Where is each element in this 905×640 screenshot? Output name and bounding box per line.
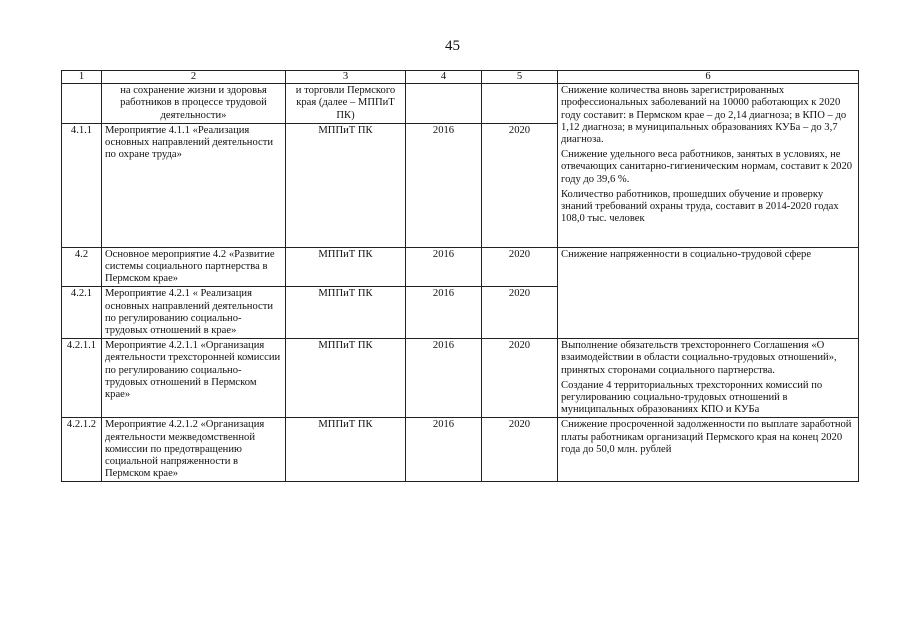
expected-result — [558, 339, 859, 418]
result-paragraph: Снижение просроченной задолженности по выплате заработной платы работникам организаций Пермского края на конец 2020 года до 50,0 млн. рублей — [561, 419, 852, 455]
measure-name: Мероприятие 4.2.1 « Реализация основных направлений деятельности по регулированию социально-трудовых отношений в крае» — [102, 287, 286, 339]
result-paragraph: Выполнение обязательств трехстороннего Соглашения «О взаимодействии в области социально-трудовых отношений», принятых сторонами социального партнерства. — [561, 340, 837, 376]
end-year: 2020 — [482, 339, 558, 418]
executor: МППиТ ПК — [286, 287, 406, 339]
table-row — [62, 84, 859, 124]
table-row — [62, 339, 859, 418]
measures-table — [61, 70, 859, 482]
start-year: 2016 — [406, 247, 482, 287]
row-number: 4.2 — [62, 247, 102, 287]
start-year: 2016 — [406, 287, 482, 339]
executor: МППиТ ПК — [286, 247, 406, 287]
expected-result — [558, 418, 859, 482]
row-number — [62, 84, 102, 124]
table-header-row — [62, 71, 859, 84]
column-header-6: 6 — [558, 71, 859, 84]
column-header-5: 5 — [482, 71, 558, 84]
measure-name: Мероприятие 4.2.1.2 «Организация деятельности межведомственной комиссии по предотвращению социальной напряженности в Пермском крае» — [102, 418, 286, 482]
start-year: 2016 — [406, 418, 482, 482]
executor: МППиТ ПК — [286, 418, 406, 482]
column-header-1: 1 — [62, 71, 102, 84]
end-year — [482, 84, 558, 124]
column-header-2: 2 — [102, 71, 286, 84]
page-number: 45 — [445, 38, 460, 54]
start-year: 2016 — [406, 339, 482, 418]
executor: МППиТ ПК — [286, 123, 406, 247]
expected-result — [558, 84, 859, 248]
end-year: 2020 — [482, 287, 558, 339]
column-header-4: 4 — [406, 71, 482, 84]
result-paragraph: Снижение удельного веса работников, занятых в условиях, не отвечающих санитарно-гигиеническим нормам, составит к 2020 году до 39,6 %. — [561, 149, 853, 185]
measure-name: Основное мероприятие 4.2 «Развитие системы социального партнерства в Пермском крае» — [102, 247, 286, 287]
executor: и торговли Пермского края (далее – МППиТ ПК) — [286, 84, 406, 124]
executor: МППиТ ПК — [286, 339, 406, 418]
result-paragraph: Количество работников, прошедших обучение и проверку знаний требований охраны труда, составит в 2014-2020 годах 108,0 тыс. человек — [561, 188, 839, 225]
start-year: 2016 — [406, 123, 482, 247]
measure-name: на сохранение жизни и здоровья работников в процессе трудовой деятельности» — [102, 84, 286, 124]
start-year — [406, 84, 482, 124]
result-paragraph: Снижение напряженности в социально-трудовой сфере — [561, 248, 812, 260]
result-paragraph: Создание 4 территориальных трехсторонних комиссий по регулированию социально-трудовых отношений в муниципальных образованиях КПО и КУБа — [561, 379, 823, 416]
end-year: 2020 — [482, 123, 558, 247]
measure-name: Мероприятие 4.2.1.1 «Организация деятельности трехсторонней комиссии по регулированию социально-трудовых отношений в Пермском крае» — [102, 339, 286, 418]
end-year: 2020 — [482, 247, 558, 287]
expected-result — [558, 247, 859, 338]
table-row — [62, 418, 859, 482]
end-year: 2020 — [482, 418, 558, 482]
measure-name: Мероприятие 4.1.1 «Реализация основных направлений деятельности по охране труда» — [102, 123, 286, 247]
column-header-3: 3 — [286, 71, 406, 84]
row-number: 4.1.1 — [62, 123, 102, 247]
result-paragraph: Снижение количества вновь зарегистрированных профессиональных заболеваний на 10000 работающих к 2020 году составит: в Пермском крае – до 2,14 диагноза; в КПО – до 1,12 диагноза; в муниципальных образованиях КУБа – до 3,7 диагноза. — [561, 85, 847, 146]
row-number: 4.2.1.1 — [62, 339, 102, 418]
row-number: 4.2.1 — [62, 287, 102, 339]
row-number: 4.2.1.2 — [62, 418, 102, 482]
table-row — [62, 247, 859, 287]
